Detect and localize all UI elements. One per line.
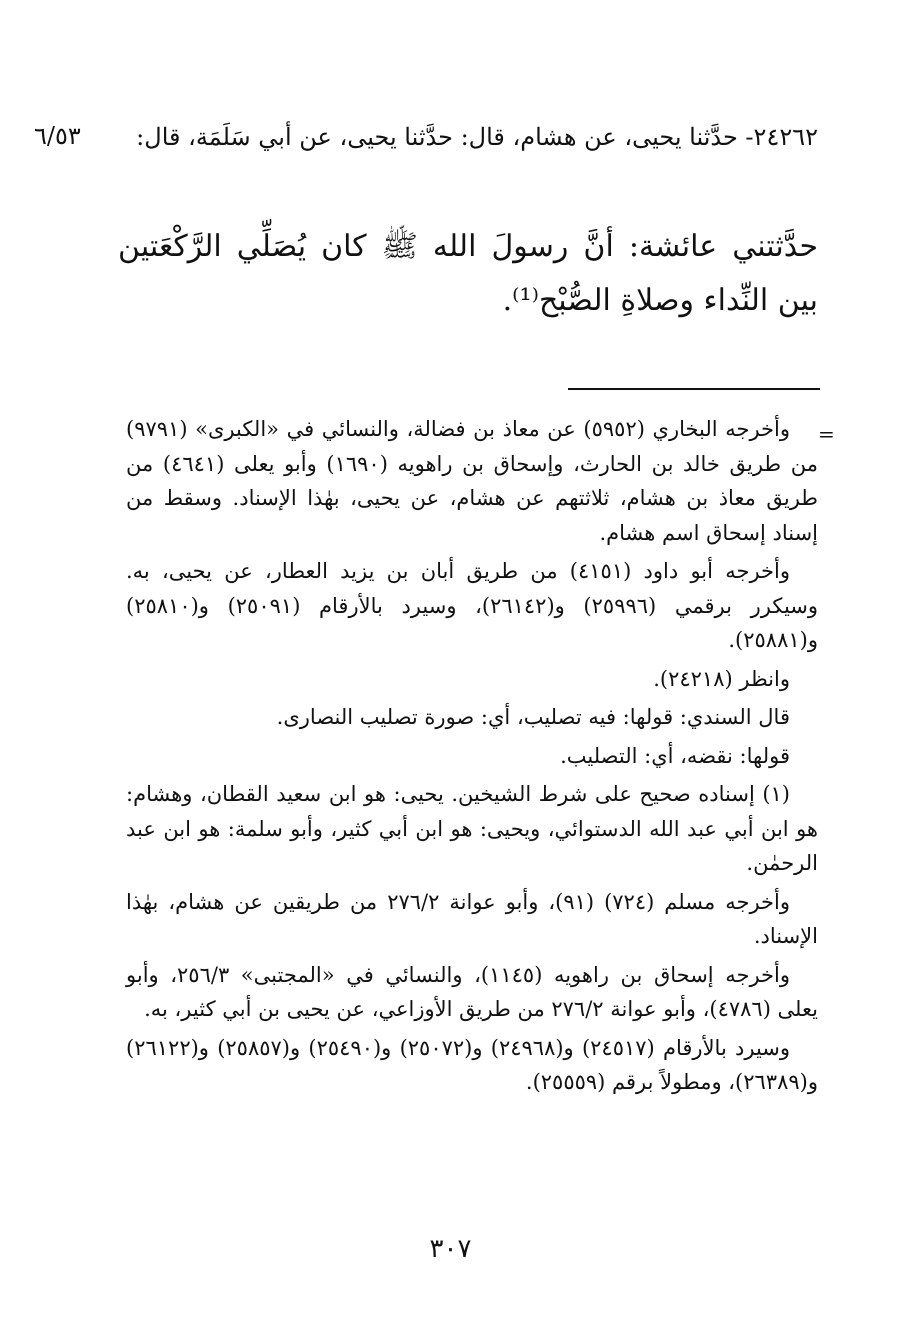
footnote-paragraph: وانظر (٢٤٢١٨). xyxy=(653,666,790,691)
hadith-isnad: ٢٤٢٦٢- حدَّثنا يحيى، عن هشام، قال: حدَّثنا يحيى، عن أبي سَلَمَة، قال: xyxy=(136,123,818,151)
continuation-marker: = xyxy=(818,422,835,446)
footnote-paragraph: قولها: نقضه، أي: التصليب. xyxy=(560,743,790,768)
footnote-paragraph: وأخرجه البخاري (٥٩٥٢) عن معاذ بن فضالة، والنسائي في «الكبرى» (٩٧٩١) من طريق خالد بن الحارث، وإسحاق بن راهويه (١٦٩٠) وأبو يعلى (٤٦٤١) من طريق معاذ بن هشام، ثلاثتهم عن هشام، عن يحيى، بهٰذا الإسناد. وسقط من إسناد إسحاق اسم هشام. xyxy=(126,417,818,545)
footnote-paragraph: وسيرد بالأرقام (٢٤٥١٧) و(٢٤٩٦٨) و(٢٥٠٧٢) و(٢٥٤٩٠) و(٢٥٨٥٧) و(٢٦١٢٢) و(٢٦٣٨٩)، ومطولاً برقم (٢٥٥٥٩). xyxy=(126,1035,818,1094)
page-number: ٣٠٧ xyxy=(429,1234,472,1264)
footnote-paragraph: (١) إسناده صحيح على شرط الشيخين. يحيى: هو ابن سعيد القطان، وهشام: هو ابن أبي عبد الله الدستوائي، ويحيى: هو ابن أبي كثير، وأبو سلمة: هو ابن عبد الرحمٰن. xyxy=(126,782,818,875)
footnote-paragraph: قال السندي: قولها: فيه تصليب، أي: صورة تصليب النصارى. xyxy=(276,705,790,729)
footnote-paragraph: وأخرجه إسحاق بن راهويه (١١٤٥)، والنسائي في «المجتبى» ٢٥٦/٣، وأبو يعلى (٤٧٨٦)، وأبو عوانة ٢٧٦/٢ من طريق الأوزاعي، عن يحيى بن أبي كثير، به. xyxy=(126,962,818,1021)
footnote-paragraph: وأخرجه أبو داود (٤١٥١) من طريق أبان بن يزيد العطار، عن يحيى، به. وسيكرر برقمي (٢٥٩٩٦) و(٢٦١٤٢)، وسيرد بالأرقام (٢٥٠٩١) و(٢٥٨١٠) و(٢٥٨٨١). xyxy=(126,559,819,652)
volume-reference: ٦/٥٣ xyxy=(34,122,81,150)
footnote-paragraph: وأخرجه مسلم (٧٢٤) (٩١)، وأبو عوانة ٢٧٦/٢ من طريقين عن هشام، بهٰذا الإسناد. xyxy=(126,889,818,948)
hadith-matn: حدَّثتني عائشة: أنَّ رسولَ الله ﷺ كان يُصَلِّي الرَّكْعَتين بين النِّداء وصلاةِ الصُّبْح⁽¹⁾. xyxy=(118,229,818,318)
footnotes xyxy=(126,412,818,1104)
footnote-separator xyxy=(568,388,820,390)
